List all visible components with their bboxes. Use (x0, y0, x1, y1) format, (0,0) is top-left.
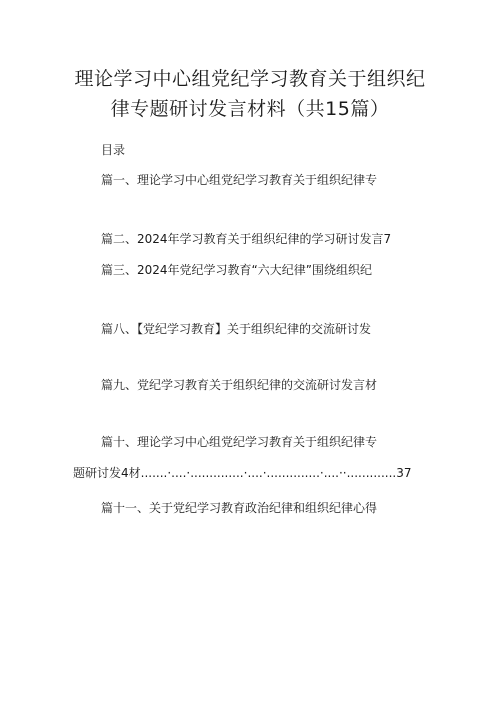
toc-entry-8: 篇八、【党纪学习教育】关于组织纪律的交流研讨发 (101, 322, 372, 336)
toc-entry-10: 篇十、理论学习中心组党纪学习教育关于组织纪律专 (101, 435, 378, 449)
toc-entry-3: 篇三、2024年党纪学习教育“六大纪律”围绕组织纪 (101, 263, 372, 277)
toc-heading: 目录 (101, 143, 126, 157)
toc-entry-9: 篇九、党纪学习教育关于组织纪律的交流研讨发言材 (101, 378, 378, 392)
toc-entry-10-continuation: 题研讨发4材.......·....·..............·....·..............·....··.............37 (73, 466, 412, 480)
toc-entry-1: 篇一、理论学习中心组党纪学习教育关于组织纪律专 (101, 173, 378, 187)
document-title-line-1: 理论学习中心组党纪学习教育关于组织纪 (74, 68, 426, 90)
toc-entry-11: 篇十一、关于党纪学习教育政治纪律和组织纪律心得 (101, 501, 378, 515)
document-title-line-2: 律专题研讨发言材料（共15篇） (110, 98, 390, 120)
toc-entry-2: 篇二、2024年学习教育关于组织纪律的学习研讨发言7 (101, 232, 392, 246)
